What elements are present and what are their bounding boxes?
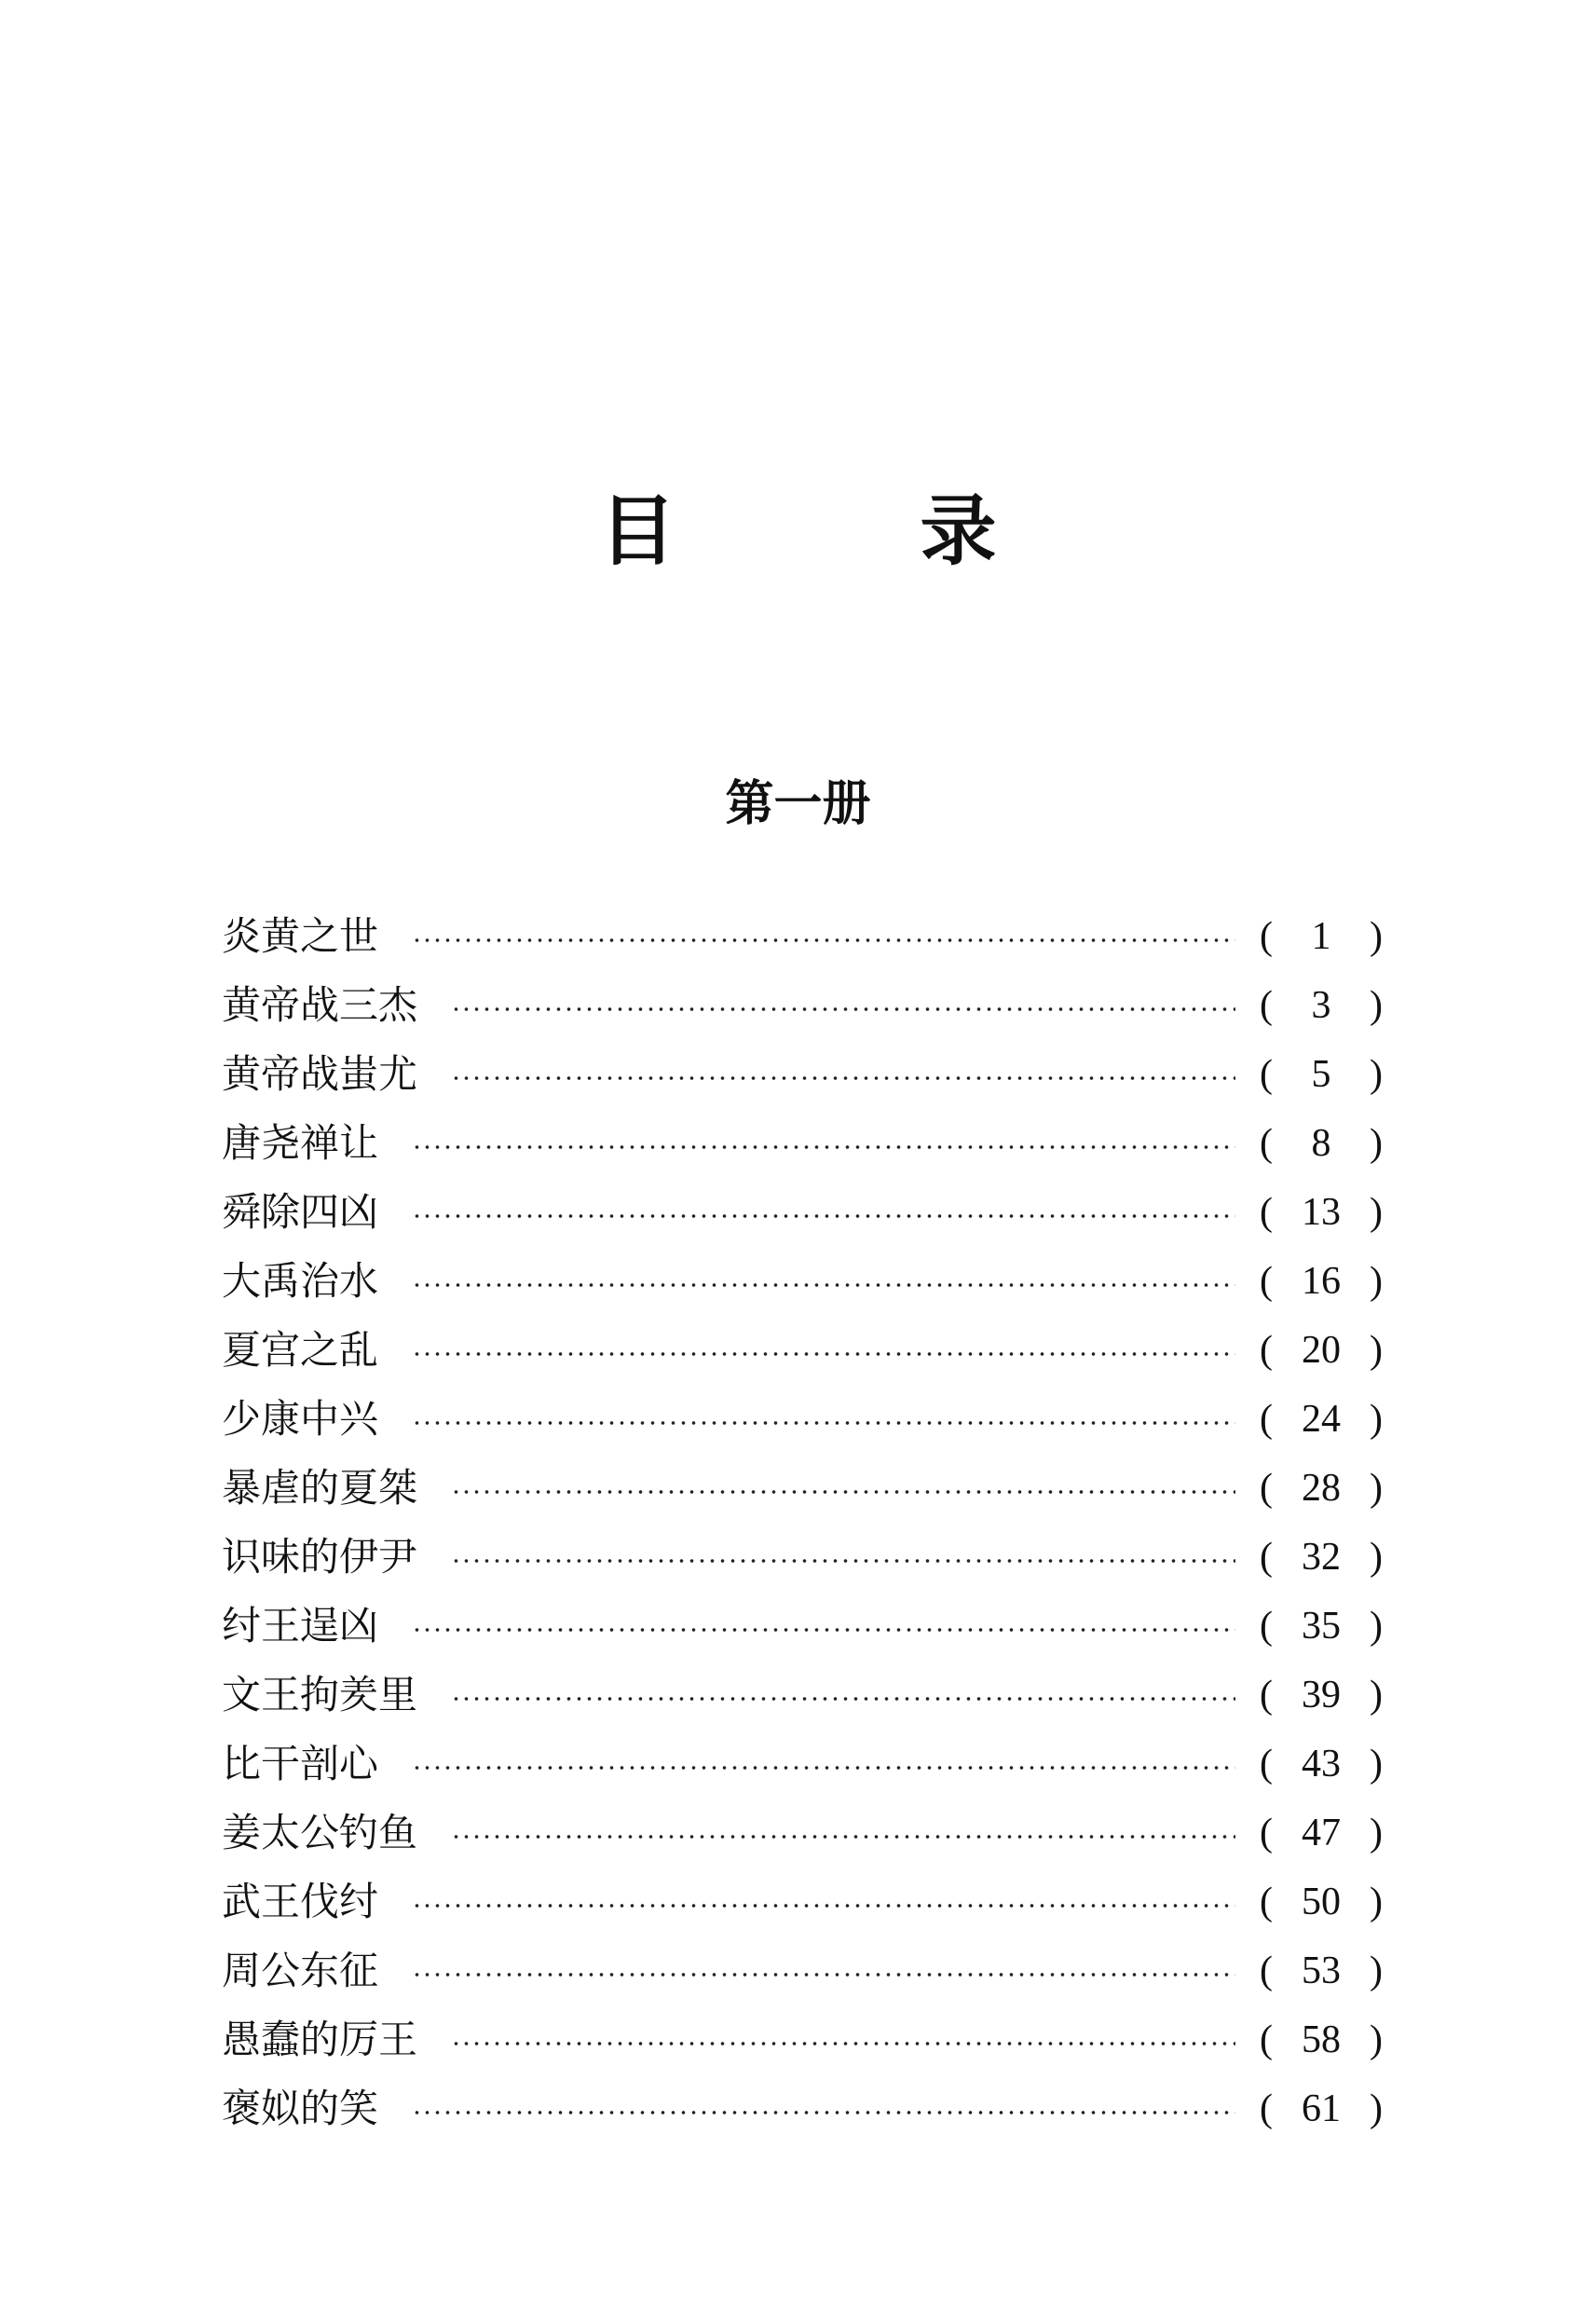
toc-entry-page: [1256, 1661, 1386, 1730]
page-number: 3: [1311, 984, 1331, 1027]
paren-open: (: [1260, 1191, 1273, 1234]
paren-close: ): [1370, 915, 1383, 958]
toc-entry[interactable]: [222, 2005, 1386, 2074]
page-number: 43: [1302, 1743, 1341, 1785]
paren-close: ): [1370, 1536, 1383, 1579]
toc-entry-title: 褒姒的笑: [222, 2086, 379, 2131]
toc-entry-title: 黄帝战蚩尤: [222, 1051, 418, 1097]
paren-close: ): [1370, 984, 1383, 1027]
dot-leader: [412, 1352, 1235, 1356]
page-number: 32: [1302, 1536, 1341, 1579]
paren-open: (: [1260, 1812, 1273, 1854]
toc-entry-title: 大禹治水: [222, 1258, 379, 1304]
paren-open: (: [1260, 1122, 1273, 1165]
paren-close: ): [1370, 1398, 1383, 1441]
page-number: 13: [1302, 1191, 1341, 1234]
toc-entry-page: [1256, 1178, 1386, 1247]
dot-leader: [412, 1421, 1235, 1425]
paren-close: ): [1370, 1053, 1383, 1096]
page-number: 1: [1311, 915, 1331, 958]
page-number: 8: [1311, 1122, 1331, 1165]
toc-entry-title: 武王伐纣: [222, 1879, 379, 1924]
toc-entry-title: 识味的伊尹: [222, 1534, 418, 1580]
page-number: 5: [1311, 1053, 1331, 1096]
dot-leader: [412, 1145, 1235, 1149]
dot-leader: [412, 938, 1235, 942]
toc-entry[interactable]: [222, 1661, 1386, 1730]
toc-entry-title: 暴虐的夏桀: [222, 1465, 418, 1511]
dot-leader: [451, 1076, 1235, 1080]
paren-close: ): [1370, 1329, 1383, 1372]
toc-entry-title: 少康中兴: [222, 1396, 379, 1442]
toc-entry-page: [1256, 1247, 1386, 1316]
dot-leader: [412, 1973, 1235, 1977]
toc-entry-page: [1256, 1385, 1386, 1454]
dot-leader: [451, 1007, 1235, 1011]
toc-entry-page: [1256, 971, 1386, 1040]
toc-entry-title: 姜太公钓鱼: [222, 1810, 418, 1855]
dot-leader: [412, 1214, 1235, 1218]
toc-entry[interactable]: [222, 1178, 1386, 1247]
toc-entry[interactable]: [222, 1109, 1386, 1178]
paren-open: (: [1260, 1329, 1273, 1372]
section-title: 第一册: [725, 776, 871, 832]
page-number: 47: [1302, 1812, 1341, 1854]
page-number: 39: [1302, 1674, 1341, 1717]
toc-entry-title: 纣王逞凶: [222, 1603, 379, 1648]
dot-leader: [412, 1766, 1235, 1770]
toc-entry-page: [1256, 1730, 1386, 1799]
toc-entry-title: 夏宫之乱: [222, 1327, 379, 1373]
paren-open: (: [1260, 1053, 1273, 1096]
dot-leader: [451, 1559, 1235, 1563]
paren-open: (: [1260, 1398, 1273, 1441]
toc-entry-title: 唐尧禅让: [222, 1120, 379, 1166]
page-number: 35: [1302, 1605, 1341, 1648]
paren-open: (: [1260, 2087, 1273, 2130]
toc-entry-title: 舜除四凶: [222, 1189, 379, 1235]
toc-entry-page: [1256, 1799, 1386, 1867]
toc-entry-page: [1256, 1040, 1386, 1109]
dot-leader: [412, 1904, 1235, 1908]
paren-open: (: [1260, 1536, 1273, 1579]
paren-close: ): [1370, 1605, 1383, 1648]
paren-open: (: [1260, 1605, 1273, 1648]
toc-entry-page: [1256, 1523, 1386, 1592]
toc-entry[interactable]: [222, 902, 1386, 971]
toc-entry-title: 炎黄之世: [222, 913, 379, 959]
toc-entry-title: 黄帝战三杰: [222, 982, 418, 1028]
toc-entry[interactable]: [222, 1040, 1386, 1109]
paren-open: (: [1260, 1743, 1273, 1785]
dot-leader: [412, 1628, 1235, 1632]
paren-open: (: [1260, 1949, 1273, 1992]
paren-close: ): [1370, 1812, 1383, 1854]
toc-entry[interactable]: [222, 1867, 1386, 1936]
page-number: 28: [1302, 1467, 1341, 1510]
paren-open: (: [1260, 1674, 1273, 1717]
paren-open: (: [1260, 915, 1273, 958]
dot-leader: [451, 1697, 1235, 1701]
toc-entry[interactable]: [222, 1316, 1386, 1385]
dot-leader: [451, 1835, 1235, 1839]
table-of-contents: [222, 902, 1386, 2143]
toc-entry[interactable]: [222, 1936, 1386, 2005]
page-number: 61: [1302, 2087, 1341, 2130]
toc-entry[interactable]: [222, 1730, 1386, 1799]
paren-close: ): [1370, 1881, 1383, 1923]
page-number: 50: [1302, 1881, 1341, 1923]
toc-entry-title: 比干剖心: [222, 1741, 379, 1786]
dot-leader: [412, 1283, 1235, 1287]
toc-entry-title: 文王拘羑里: [222, 1672, 418, 1717]
page-title: 目 录: [599, 486, 1081, 576]
paren-close: ): [1370, 1949, 1383, 1992]
paren-close: ): [1370, 1467, 1383, 1510]
toc-entry-title: 愚蠢的厉王: [222, 2017, 418, 2062]
paren-close: ): [1370, 1260, 1383, 1303]
dot-leader: [451, 2042, 1235, 2045]
toc-entry[interactable]: [222, 1592, 1386, 1661]
toc-entry-page: [1256, 2074, 1386, 2143]
toc-entry[interactable]: [222, 2074, 1386, 2143]
paren-open: (: [1260, 984, 1273, 1027]
toc-entry-page: [1256, 1936, 1386, 2005]
toc-entry-page: [1256, 1867, 1386, 1936]
toc-entry-page: [1256, 2005, 1386, 2074]
toc-entry[interactable]: [222, 1385, 1386, 1454]
page-number: 53: [1302, 1949, 1341, 1992]
paren-close: ): [1370, 1743, 1383, 1785]
toc-entry[interactable]: [222, 1247, 1386, 1316]
paren-open: (: [1260, 2018, 1273, 2061]
dot-leader: [451, 1490, 1235, 1494]
toc-entry[interactable]: [222, 1454, 1386, 1523]
paren-open: (: [1260, 1881, 1273, 1923]
paren-close: ): [1370, 1122, 1383, 1165]
page-number: 20: [1302, 1329, 1341, 1372]
page-number: 16: [1302, 1260, 1341, 1303]
page-number: 58: [1302, 2018, 1341, 2061]
paren-close: ): [1370, 2018, 1383, 2061]
toc-entry-page: [1256, 1109, 1386, 1178]
toc-entry-page: [1256, 1454, 1386, 1523]
toc-entry-title: 周公东征: [222, 1948, 379, 1993]
paren-close: ): [1370, 1191, 1383, 1234]
dot-leader: [412, 2111, 1235, 2114]
toc-entry-page: [1256, 902, 1386, 971]
paren-close: ): [1370, 2087, 1383, 2130]
paren-close: ): [1370, 1674, 1383, 1717]
page-number: 24: [1302, 1398, 1341, 1441]
toc-entry-page: [1256, 1592, 1386, 1661]
toc-entry[interactable]: [222, 1523, 1386, 1592]
toc-entry[interactable]: [222, 1799, 1386, 1867]
toc-entry-page: [1256, 1316, 1386, 1385]
paren-open: (: [1260, 1260, 1273, 1303]
paren-open: (: [1260, 1467, 1273, 1510]
toc-entry[interactable]: [222, 971, 1386, 1040]
